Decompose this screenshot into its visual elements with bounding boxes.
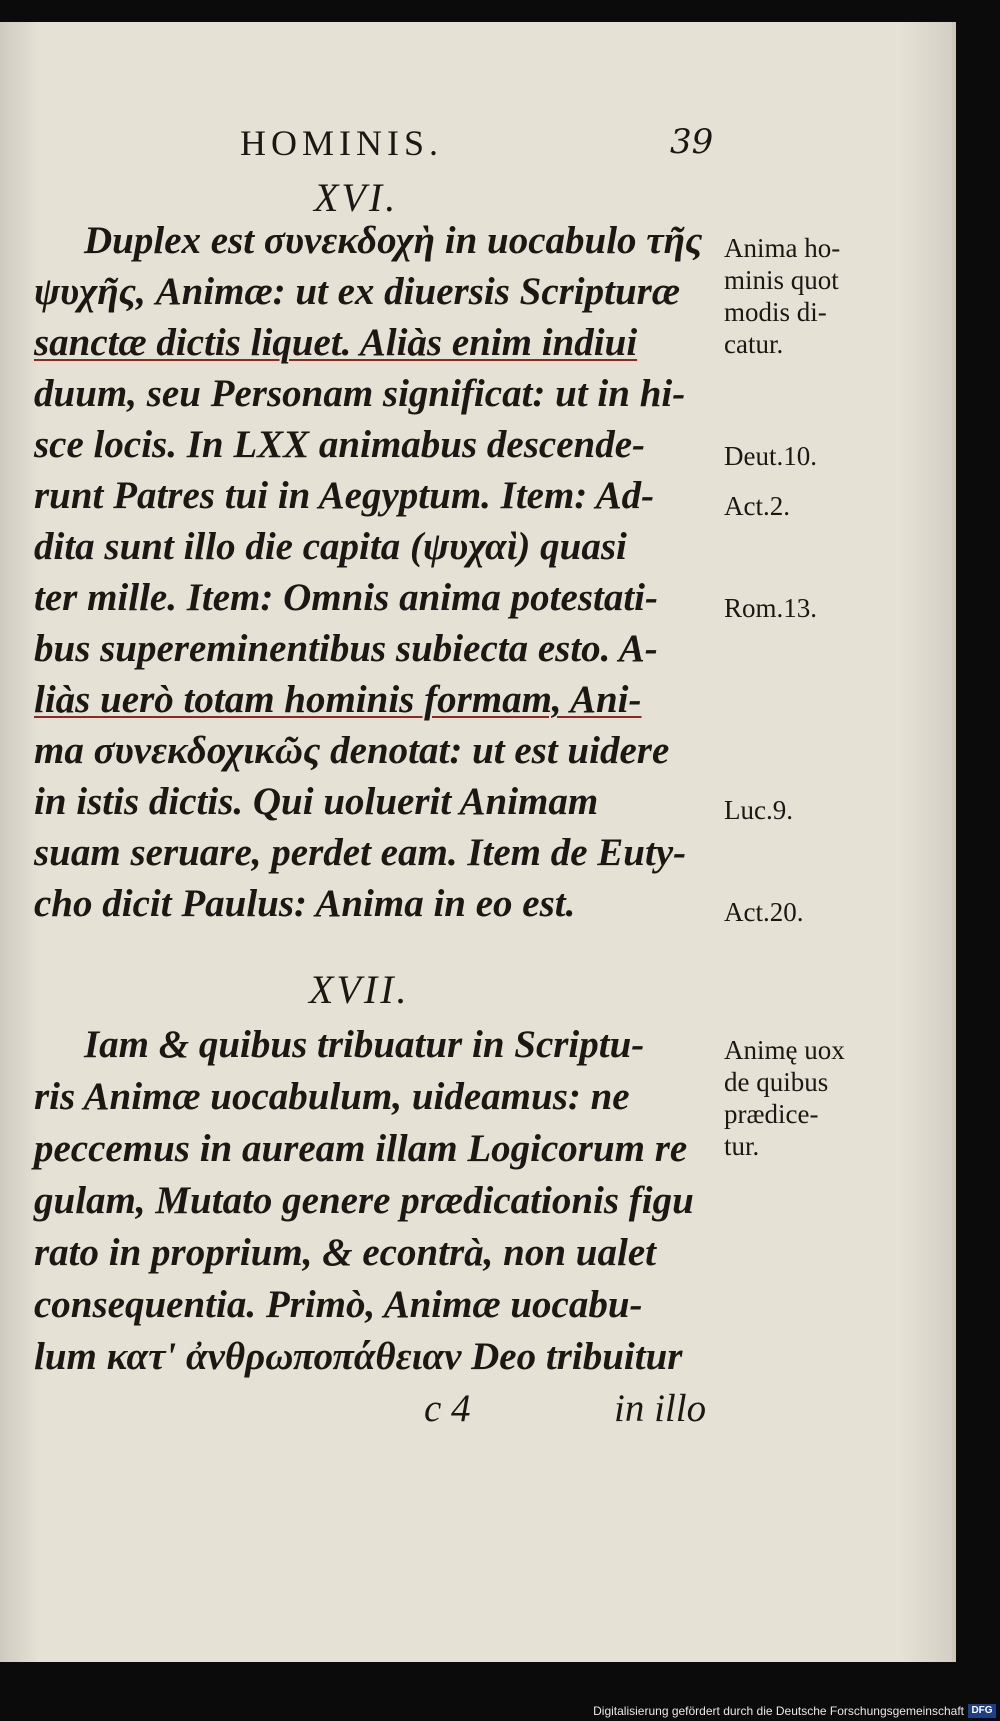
credit-text: Digitalisierung gefördert durch die Deutsche Forschungsgemeinschaft [593,1704,964,1718]
text-line: runt Patres tui in Aegyptum. Item: Ad- [34,474,655,517]
text-line: ter mille. Item: Omnis anima potestati- [34,576,658,619]
text-line: dita sunt illo die capita (ψυχαὶ) quasi [34,525,627,568]
text-line: ψυχῆς, Animæ: ut ex diuersis Scripturæ [34,270,681,313]
margin-note: Rom.13. [724,593,818,623]
section-number-17: XVII. [309,967,410,1012]
text-line: peccemus in auream illam Logicorum re [34,1127,688,1170]
text-line: ma συνεκδοχικῶς denotat: ut est uidere [34,729,670,772]
margin-note: Act.20. [724,897,804,927]
margin-note: Deut.10. [724,441,817,471]
text-line: Duplex est συνεκδοχὴ in uocabulo τῆς [84,219,703,262]
running-head: HOMINIS. [240,123,444,163]
page-header [240,122,720,182]
dfg-logo-icon: DFG [968,1704,996,1718]
text-line: bus supereminentibus subiecta esto. A- [34,627,658,670]
signature-mark: c 4 [424,1387,471,1430]
margin-note: Anima ho- minis quot modis di- catur. [724,233,841,359]
text-line: suam seruare, perdet eam. Item de Euty- [34,831,687,874]
text-line: Iam & quibus tribuatur in Scriptu- [84,1023,645,1066]
text-line: cho dicit Paulus: Anima in eo est. [34,882,576,925]
page-number: 39 [670,122,714,162]
margin-note: Animę uox de quibus prædice- tur. [724,1035,845,1161]
text-line: liàs uerò totam hominis formam, Ani- [34,678,642,721]
text-line: gulam, Mutato genere prædicationis figu [34,1179,694,1222]
text-line: sce locis. In LXX animabus descende- [34,423,645,466]
text-line: lum κατ' ἀνθρωποπάθειαν Deo tribuitur [34,1335,683,1378]
margin-note: Act.2. [724,491,790,521]
text-line: sanctæ dictis liquet. Aliàs enim indiui [34,321,638,364]
text-line: rato in proprium, & econtrà, non ualet [34,1231,656,1274]
catchword: in illo [614,1387,707,1430]
text-line: duum, seu Personam significat: ut in hi- [34,372,686,415]
text-line: ris Animæ uocabulum, uideamus: ne [34,1075,630,1118]
margin-note: Luc.9. [724,795,793,825]
section-number-16: XVI. [314,175,399,220]
text-line: consequentia. Primò, Animæ uocabu- [34,1283,643,1326]
credit-bar [0,1699,1000,1721]
book-page [0,22,956,1662]
text-line: in istis dictis. Qui uoluerit Animam [34,780,599,823]
